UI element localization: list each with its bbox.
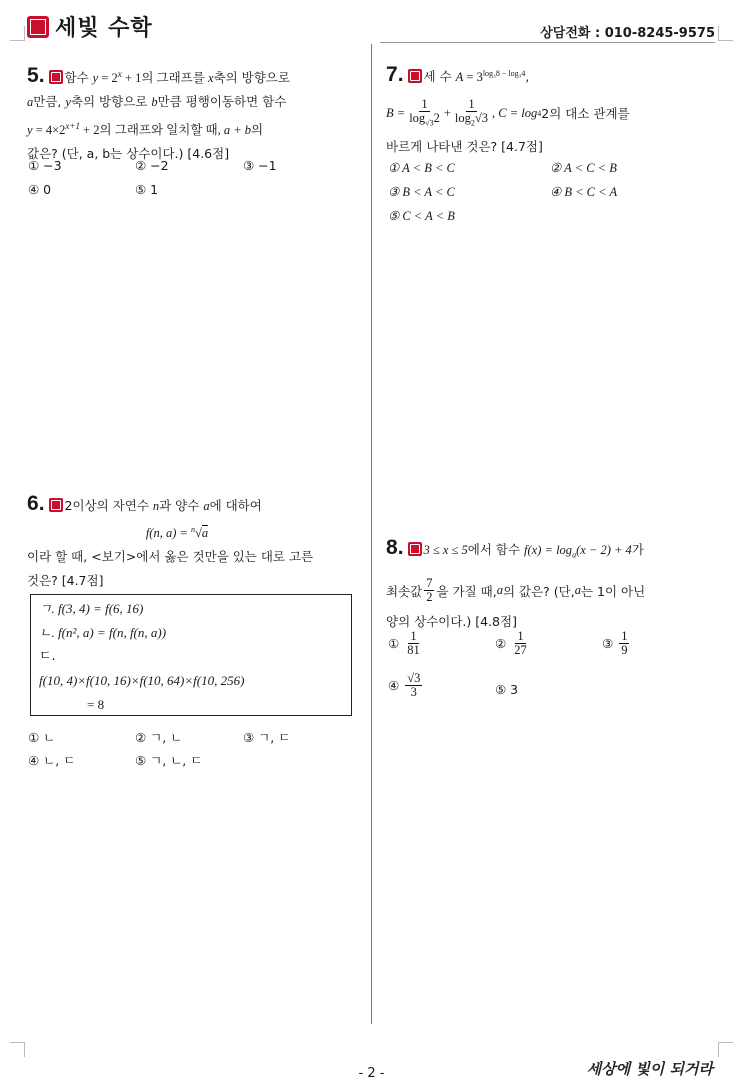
choice-3[interactable]: ③ ㄱ, ㄷ [243,730,291,745]
choice-3[interactable]: ③ $\frac{1}{9}$ [602,629,628,658]
choice-1[interactable]: ① $\frac{1}{81}$ [388,629,420,658]
choice-4[interactable]: ④ B < C < A [550,185,618,199]
question-number: 7 [386,63,398,87]
corner-mark-bl [10,1042,25,1057]
question-8: 8. 3 ≤ x ≤ 5에서 함수 $f(x) = \log_a(x - 2) + 4$가 최솟값 $\frac{7}{2}$ 을 가질 때, a 의 값은? (단, a 는 1이 아닌 양의 상수이다.) [4.8점] [386,536,646,629]
question-6: 6. 2이상의 자연수 n과 양수 a에 대하여 f(n, a) = $^n$√a 이라 할 때, <보기>에서 옳은 것만을 있는 대로 고른 것은? [4.7점] [27,492,357,593]
choice-3[interactable]: ③ −1 [243,158,277,173]
question-number: 6 [27,492,39,515]
question-number: 5 [27,64,39,88]
footer-slogan: 세상에 빛이 되거라 [586,1060,713,1078]
corner-mark-tr [718,26,733,41]
formula: f(n, a) = $^n$√a [145,525,209,541]
choice-4[interactable]: ④ $\frac{√3}{3}$ [388,671,421,700]
logo-text: 세빛 수학 [55,16,153,41]
corner-mark-br [718,1042,733,1057]
logo [27,11,153,42]
phone-number: 상담전화 : 010-8245-9575 [540,26,715,41]
column-divider [371,44,372,1024]
question-number: 8 [386,536,398,559]
bogi-item-3: ㄷ. [39,649,56,664]
choice-5[interactable]: ⑤ 1 [135,182,159,197]
page-number: - 2 - [358,1066,385,1081]
choice-1[interactable]: ① A < B < C [388,161,455,175]
stamp-icon [408,69,422,83]
stamp-icon [408,542,422,556]
header-rule [380,42,715,43]
header [0,0,743,44]
bogi-box: ㄱ. f(3, 4) = f(6, 16) ㄴ. f(n², a) = f(n, f(n, a)) ㄷ. f(10, 4)×f(10, 16)×f(10, 64)×f(10, 256) = 8 [30,594,352,716]
stamp-icon [49,70,63,84]
bogi-item-2: ㄴ. f(n², a) = f(n, f(n, a)) [39,625,167,640]
choice-2[interactable]: ② −2 [135,158,169,173]
question-7: 7. 세 수 $A = 3^{log_38 - log_34}$, B = $\frac{1}{\log_{√3}2}$ + $\frac{1}{\log_2√3}$ , C = log 4 2의 대소 관계를 바르게 나타낸 것은? [4.7점] [386,63,630,155]
choice-2[interactable]: ② $\frac{1}{27}$ [495,629,527,658]
choice-5[interactable]: ⑤ 3 [495,682,519,697]
question-text: 값은? (단, a, b는 상수이다.) [4.6점] [27,146,230,162]
choice-4[interactable]: ④ ㄴ, ㄷ [28,753,76,768]
logo-stamp-icon [27,16,49,38]
choice-4[interactable]: ④ 0 [28,182,52,197]
stamp-icon [49,498,63,512]
choice-1[interactable]: ① ㄴ [28,730,56,745]
choice-5[interactable]: ⑤ C < A < B [388,209,455,223]
choice-5[interactable]: ⑤ ㄱ, ㄴ, ㄷ [135,753,203,768]
question-5: 5. 함수 $y = 2^x + 1$의 그래프를 x축의 방향으로 a만큼, y축의 방향으로 b만큼 평행이동하면 함수 $y = 4\times 2^{x+1} + 2$의 그래프와 일치할 때, a + b의 값은? (단, a, b는 상수이다.) [4.6점] [27,62,357,166]
bogi-item-1: ㄱ. f(3, 4) = f(6, 16) [39,601,144,616]
choice-2[interactable]: ② ㄱ, ㄴ [135,730,183,745]
choice-1[interactable]: ① −3 [28,158,62,173]
corner-mark-tl [10,26,25,41]
choice-2[interactable]: ② A < C < B [550,161,617,175]
choice-3[interactable]: ③ B < A < C [388,185,455,199]
